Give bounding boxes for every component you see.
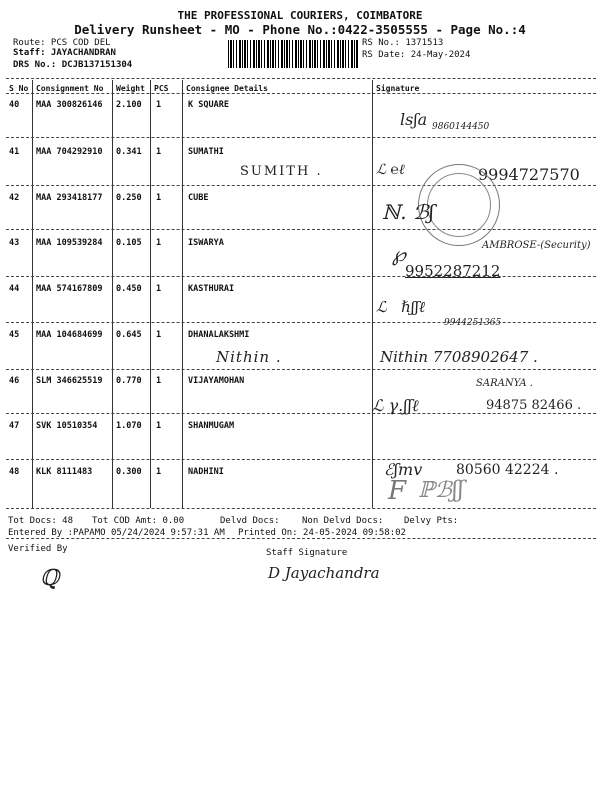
handwritten-phone-41: 9994727570 xyxy=(478,165,580,184)
total-docs: Tot Docs: 48 xyxy=(8,516,74,526)
header-consignment: Consignment No xyxy=(36,84,104,93)
row-consignment: MAA 104684699 xyxy=(36,330,103,340)
company-title: THE PROFESSIONAL COURIERS, COIMBATORE xyxy=(177,9,423,22)
col-divider xyxy=(150,80,151,508)
table-bottom-rule xyxy=(6,508,596,509)
header-pcs: PCS xyxy=(154,84,169,93)
row-consignment: SVK 10510354 xyxy=(36,421,98,431)
row-weight: 0.300 xyxy=(116,467,142,477)
row-sno: 41 xyxy=(9,147,20,157)
verifier-signature: ℚ xyxy=(40,566,60,591)
runsheet-subtitle: Delivery Runsheet - MO - Phone No.:0422-3505555 - Page No.:4 xyxy=(74,22,526,37)
row-rule xyxy=(6,185,596,186)
delivery-points: Delvy Pts: xyxy=(404,516,459,526)
handwritten-phone-45: Nithin 7708902647 . xyxy=(380,348,538,366)
row-pcs: 1 xyxy=(156,467,162,477)
row-rule xyxy=(6,137,596,138)
row-pcs: 1 xyxy=(156,238,162,248)
row-rule xyxy=(6,322,596,323)
row-weight: 1.070 xyxy=(116,421,142,431)
header-signature: Signature xyxy=(376,84,420,93)
entered-by: Entered By :PAPAMO 05/24/2024 9:57:31 AM xyxy=(8,528,225,538)
handwritten-phone-40: 9860144450 xyxy=(432,122,490,132)
signature-row-44: ℒ ℏʃʃℓ xyxy=(376,298,426,316)
row-pcs: 1 xyxy=(156,100,162,110)
staff-label: Staff: JAYACHANDRAN xyxy=(13,48,116,58)
row-rule xyxy=(6,369,596,370)
row-sno: 48 xyxy=(9,467,20,477)
signature-row-41: ℒ ℮ℓ xyxy=(376,162,405,178)
row-sno: 44 xyxy=(9,284,20,294)
delivered-docs: Delvd Docs: xyxy=(220,516,280,526)
header-weight: Weight xyxy=(116,84,145,93)
route-label: Route: PCS COD DEL xyxy=(13,38,111,48)
footer-rule xyxy=(6,538,596,539)
total-cod-amount: Tot COD Amt: 0.00 xyxy=(92,516,185,526)
header-sno: S No xyxy=(9,84,29,93)
row-sno: 43 xyxy=(9,238,20,248)
signature-row-43: ℘ xyxy=(392,242,406,266)
row-weight: 0.645 xyxy=(116,330,142,340)
row-sno: 42 xyxy=(9,193,20,203)
row-weight: 0.450 xyxy=(116,284,142,294)
header-rule xyxy=(6,93,596,94)
col-divider xyxy=(112,80,113,508)
handwritten-name-46: SARANYA . xyxy=(476,378,533,389)
table-top-rule xyxy=(6,78,596,79)
drs-number: DRS No.: DCJB137151304 xyxy=(13,60,133,70)
row-sno: 46 xyxy=(9,376,20,386)
col-divider xyxy=(32,80,33,508)
handwritten-phone-43: 9952287212 xyxy=(405,262,501,280)
row-consignment: MAA 300826146 xyxy=(36,100,103,110)
signature-row-48: ℙℬʃʃ xyxy=(418,478,464,503)
row-pcs: 1 xyxy=(156,376,162,386)
handwritten-name-43: AMBROSE-(Security) xyxy=(482,240,591,251)
row-consignment: KLK 8111483 xyxy=(36,467,93,477)
barcode xyxy=(228,40,358,68)
printed-on: Printed On: 24-05-2024 09:58:02 xyxy=(238,528,406,538)
row-weight: 0.250 xyxy=(116,193,142,203)
row-consignee: SUMATHI xyxy=(188,147,224,157)
row-weight: 0.105 xyxy=(116,238,142,248)
row-consignee: ISWARYA xyxy=(188,238,224,248)
row-rule xyxy=(6,276,596,277)
row-consignee: KASTHURAI xyxy=(188,284,235,294)
rs-date: RS Date: 24-May-2024 xyxy=(362,50,471,60)
handwritten-phone-47: 80560 42224 . xyxy=(456,462,559,478)
row-pcs: 1 xyxy=(156,284,162,294)
handwritten-name-45: Nithin . xyxy=(216,348,282,366)
row-weight: 2.100 xyxy=(116,100,142,110)
row-rule xyxy=(6,229,596,230)
handwritten-initial-48: F xyxy=(388,476,407,506)
row-consignment: MAA 293418177 xyxy=(36,193,103,203)
row-consignment: MAA 109539284 xyxy=(36,238,103,248)
row-pcs: 1 xyxy=(156,330,162,340)
non-delivered-docs: Non Delvd Docs: xyxy=(302,516,384,526)
row-pcs: 1 xyxy=(156,147,162,157)
handwritten-phone-46: 94875 82466 . xyxy=(486,398,582,413)
row-pcs: 1 xyxy=(156,193,162,203)
rs-number: RS No.: 1371513 xyxy=(362,38,444,48)
signature-row-47: ℰʃmv xyxy=(384,460,423,479)
row-consignment: MAA 704292910 xyxy=(36,147,103,157)
row-consignee: SHANMUGAM xyxy=(188,421,235,431)
row-rule xyxy=(6,413,596,414)
verified-by-label: Verified By xyxy=(8,544,68,554)
header-consignee: Consignee Details xyxy=(186,84,268,93)
row-weight: 0.341 xyxy=(116,147,142,157)
signature-row-46: ℒ γ.ʃʃℓ xyxy=(372,396,419,415)
row-consignee: CUBE xyxy=(188,193,209,203)
row-weight: 0.770 xyxy=(116,376,142,386)
row-rule xyxy=(6,459,596,460)
row-sno: 47 xyxy=(9,421,20,431)
row-consignment: SLM 346625519 xyxy=(36,376,103,386)
row-sno: 40 xyxy=(9,100,20,110)
row-sno: 45 xyxy=(9,330,20,340)
row-consignment: MAA 574167809 xyxy=(36,284,103,294)
signature-row-40: lsʃa xyxy=(400,110,428,129)
handwritten-name-41: SUMITH . xyxy=(240,164,323,179)
handwritten-phone-44: 9944251365 xyxy=(444,318,502,328)
row-consignee: K SQUARE xyxy=(188,100,229,110)
row-consignee: DHANALAKSHMI xyxy=(188,330,250,340)
col-divider xyxy=(182,80,183,508)
row-consignee: NADHINI xyxy=(188,467,224,477)
col-divider xyxy=(372,80,373,508)
row-consignee: VIJAYAMOHAN xyxy=(188,376,245,386)
signature-row-42: ℕ. ℬʃ xyxy=(382,200,435,224)
row-pcs: 1 xyxy=(156,421,162,431)
staff-signature: D Jayachandra xyxy=(268,564,380,582)
staff-signature-label: Staff Signature xyxy=(266,548,348,558)
